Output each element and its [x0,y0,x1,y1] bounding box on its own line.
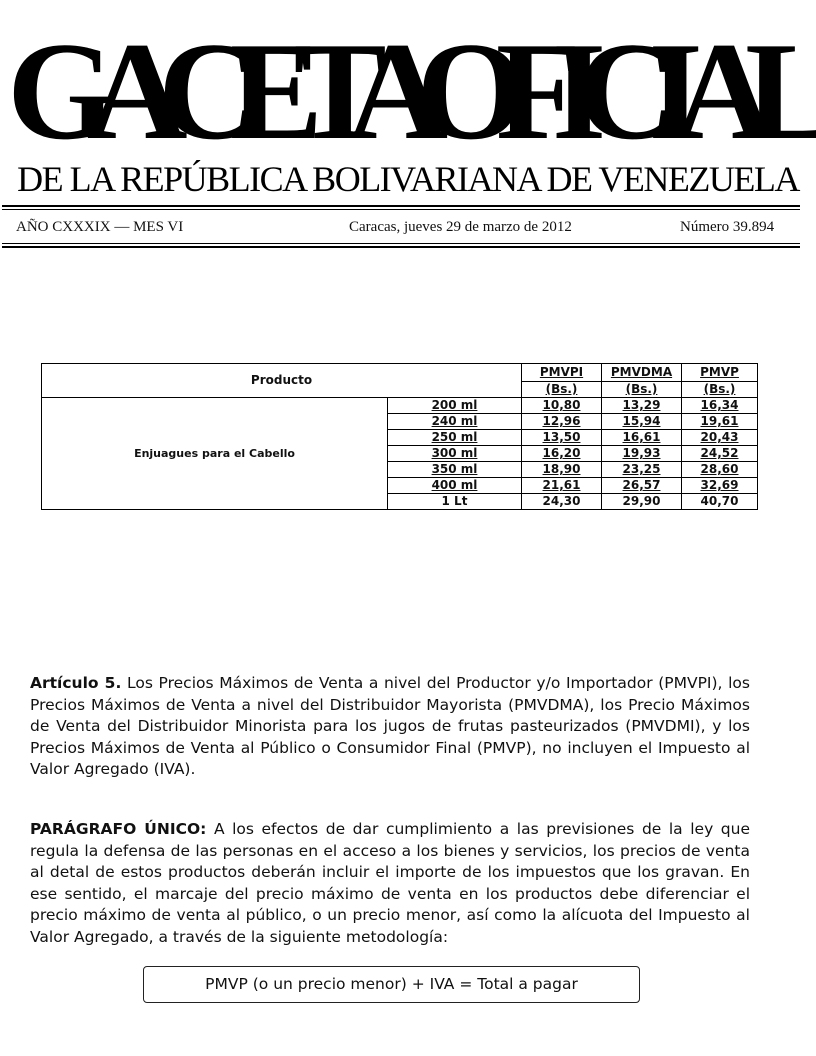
size-cell: 240 ml [388,414,522,430]
pmvpi-cell: 16,20 [522,446,602,462]
formula-box: PMVP (o un precio menor) + IVA = Total a pagar [143,966,640,1003]
masthead-title-text: GACETA OFICIAL [7,14,809,169]
pmvdma-cell: 23,25 [602,462,682,478]
pmvp-cell: 20,43 [682,430,758,446]
size-cell: 1 Lt [388,494,522,510]
pmvp-cell: 32,69 [682,478,758,494]
pmvdma-cell: 19,93 [602,446,682,462]
size-cell: 400 ml [388,478,522,494]
header-unit: (Bs.) [602,382,682,398]
size-cell: 250 ml [388,430,522,446]
pmvdma-cell: 15,94 [602,414,682,430]
pmvpi-cell: 24,30 [522,494,602,510]
size-cell: 300 ml [388,446,522,462]
header-pmvpi: PMVPI [522,364,602,382]
divider-rule [2,209,800,210]
pmvdma-cell: 29,90 [602,494,682,510]
pmvpi-cell: 18,90 [522,462,602,478]
divider-rule [2,205,800,207]
price-table [41,363,758,510]
header-unit: (Bs.) [682,382,758,398]
divider-rule [2,246,800,248]
masthead-subtitle-text: DE LA REPÚBLICA BOLIVARIANA DE VENEZUELA [17,159,799,199]
pmvp-cell: 24,52 [682,446,758,462]
paragrafo-unico [30,819,750,948]
issue-number: Número 39.894 [680,219,775,235]
size-cell: 350 ml [388,462,522,478]
pmvpi-cell: 10,80 [522,398,602,414]
product-name: Enjuagues para el Cabello [42,398,388,510]
pmvdma-cell: 13,29 [602,398,682,414]
paragrafo-unico-label: PARÁGRAFO ÚNICO: [30,820,207,838]
masthead-title [6,14,810,169]
masthead-subtitle [8,158,808,200]
pmvpi-cell: 12,96 [522,414,602,430]
header-pmvdma: PMVDMA [602,364,682,382]
table-row [42,398,758,414]
pmvp-cell: 16,34 [682,398,758,414]
pmvp-cell: 19,61 [682,414,758,430]
articulo-5-text: Los Precios Máximos de Venta a nivel del Productor y/o Importador (PMVPI), los Precios Máximos de Venta a nivel del Distribuidor Mayorista (PMVDMA), los Precio Máximos de Venta del Distribuidor Minorista para los jugos de frutas pasteurizados (PMVDMI), y los Precios Máximos de Venta al Público o Consumidor Final (PMVP), no incluyen el Impuesto al Valor Agregado (IVA). [30,674,750,778]
header-unit: (Bs.) [522,382,602,398]
pmvdma-cell: 16,61 [602,430,682,446]
pmvpi-cell: 21,61 [522,478,602,494]
issue-year-month: AÑO CXXXIX — MES VI [16,219,184,235]
header-producto: Producto [42,364,522,398]
pmvdma-cell: 26,57 [602,478,682,494]
issue-place-date: Caracas, jueves 29 de marzo de 2012 [349,219,572,235]
header-pmvp: PMVP [682,364,758,382]
pmvp-cell: 40,70 [682,494,758,510]
articulo-5-label: Artículo 5. [30,674,122,692]
size-cell: 200 ml [388,398,522,414]
divider-rule [2,243,800,244]
issue-info-bar [0,217,816,237]
pmvpi-cell: 13,50 [522,430,602,446]
pmvp-cell: 28,60 [682,462,758,478]
articulo-5 [30,673,750,781]
paragrafo-unico-text: A los efectos de dar cumplimiento a las previsiones de la ley que regula la defensa de las personas en el acceso a los bienes y servicios, los precios de venta al detal de estos productos deberán incluir el importe de los impuestos que los gravan. En ese sentido, el marcaje del precio máximo de venta en los productos debe diferenciar el precio máximo de venta al público, o un precio menor, así como la alícuota del Impuesto al Valor Agregado, a través de la siguiente metodología: [30,820,750,946]
